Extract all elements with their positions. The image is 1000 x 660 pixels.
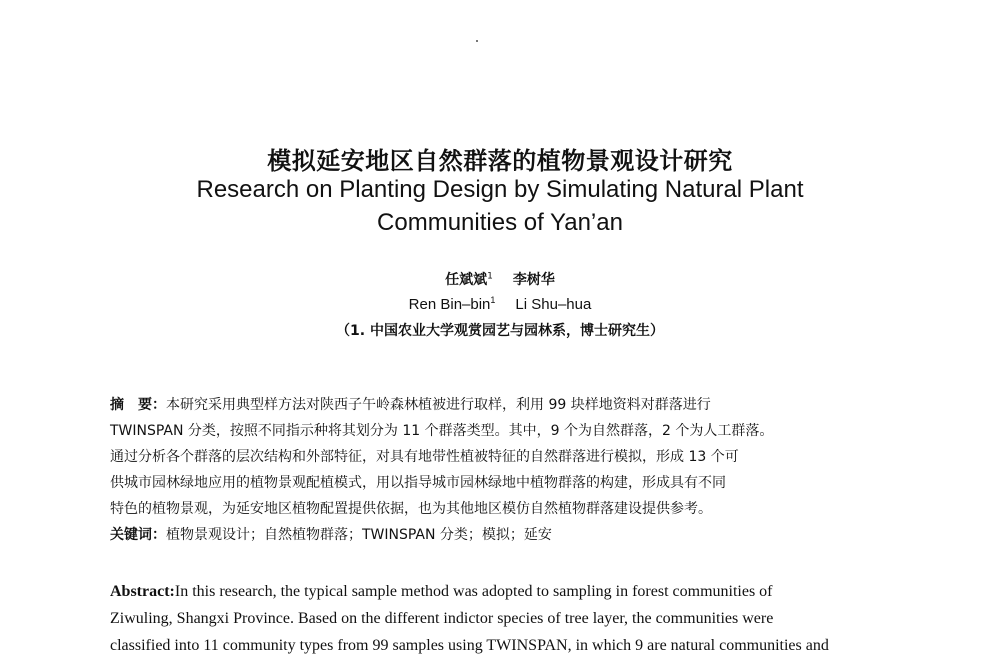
abstract-cn-line: 通过分析各个群落的层次结构和外部特征，对具有地带性植被特征的自然群落进行模拟，形成 13 个可 — [110, 449, 739, 465]
abstract-cn-text: 本研究采用典型样方法对陕西子午岭森林植被进行取样，利用 99 块样地资料对群落进行 — [166, 397, 711, 413]
keywords-cn — [110, 522, 900, 548]
author1-cn-sup: 1 — [487, 271, 493, 282]
abstract-cn-line — [110, 392, 900, 418]
page-title-cn: 模拟延安地区自然群落的植物景观设计研究 — [267, 147, 733, 175]
abstract-cn-label: 摘 要： — [110, 397, 166, 413]
author2-cn: 李树华 — [512, 272, 555, 288]
abstract-cn-line: 供城市园林绿地应用的植物景观配植模式，用以指导城市园林绿地中植物群落的构建，形成具有不同 — [110, 475, 726, 491]
abstract-en-label: Abstract: — [110, 583, 175, 600]
author1-en: Ren Bin–bin — [408, 296, 491, 313]
author1-cn: 任斌斌 — [445, 272, 488, 288]
author2-en: Li Shu–hua — [515, 296, 592, 313]
abstract-en-text: In this research, the typical sample method was adopted to sampling in forest communities of — [174, 583, 773, 600]
authors-cn — [0, 269, 1000, 289]
abstract-en-line — [110, 578, 895, 606]
keywords-cn-text: 植物景观设计；自然植物群落；TWINSPAN 分类；模拟；延安 — [166, 527, 552, 543]
author1-en-sup: 1 — [490, 295, 496, 305]
scan-dot — [476, 40, 478, 42]
abstract-en-line: Ziwuling, Shangxi Province. Based on the different indictor species of tree layer, the communities were — [110, 610, 774, 627]
page-title-en-line2: Communities of Yan’an — [377, 209, 623, 236]
affiliation: （1. 中国农业大学观赏园艺与园林系，博士研究生） — [336, 323, 664, 339]
abstract-cn-line: 特色的植物景观，为延安地区植物配置提供依据，也为其他地区模仿自然植物群落建设提供参考。 — [110, 501, 712, 517]
keywords-cn-label: 关键词： — [110, 527, 166, 543]
abstract-cn-line: TWINSPAN 分类，按照不同指示种将其划分为 11 个群落类型。其中，9 个为自然群落，2 个为人工群落。 — [110, 423, 774, 439]
page-title-en-line1: Research on Planting Design by Simulating Natural Plant — [196, 176, 804, 203]
abstract-en-line: classified into 11 community types from 99 samples using TWINSPAN, in which 9 are natural communities and — [110, 637, 829, 654]
authors-en — [0, 295, 1000, 313]
